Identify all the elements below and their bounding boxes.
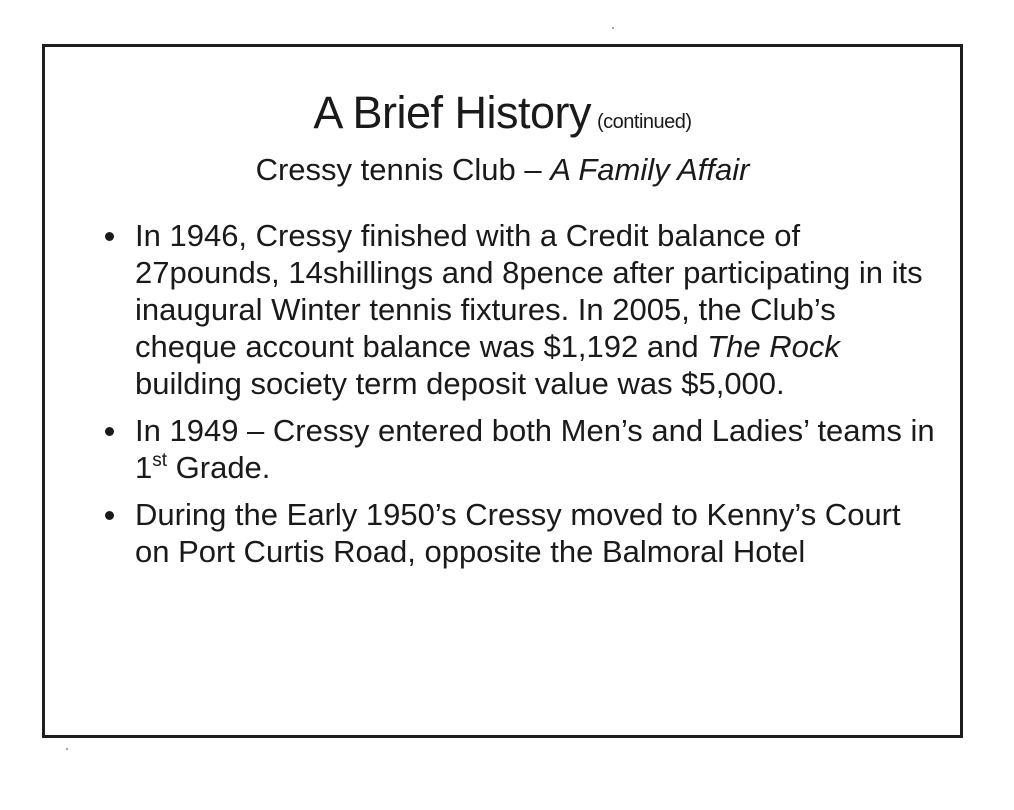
page-title	[45, 87, 960, 148]
bullet-text: building society term deposit value was $5,000.	[135, 366, 785, 401]
bullet-text: During the Early 1950’s Cressy moved to Kenny’s Court on Port Curtis Road, opposite the Balmoral Hotel	[135, 497, 901, 569]
bullet-dot	[105, 427, 114, 436]
title-main: A Brief History	[313, 87, 591, 138]
bullet-item-1950s	[105, 496, 935, 570]
title-block	[45, 87, 960, 190]
subtitle-plain: Cressy tennis Club –	[255, 152, 551, 187]
bullet-dot	[105, 232, 114, 241]
bullet-item-1949	[105, 412, 935, 486]
scan-speck	[612, 27, 614, 29]
page-subtitle	[45, 150, 960, 190]
bullet-item-1946	[105, 217, 935, 402]
bullet-text: In 1949 – Cressy entered both Men’s and Ladies’ teams in 1	[135, 413, 935, 485]
subtitle-italic: A Family Affair	[550, 152, 750, 187]
bullet-list	[105, 217, 935, 580]
bullet-superscript: st	[152, 450, 168, 471]
bullet-text: Grade.	[167, 450, 271, 485]
bullet-text: In 1946, Cressy finished with a Credit balance of 27pounds, 14shillings and 8pence after participating in its inaugural Winter tennis fixtures. In 2005, the Club’s cheque account balance was $1,192 and	[135, 218, 923, 364]
bullet-italic: The Rock	[707, 329, 840, 364]
bullet-dot	[105, 511, 114, 520]
scan-speck	[66, 748, 68, 750]
slide-frame	[42, 44, 963, 738]
title-suffix: (continued)	[597, 111, 692, 133]
